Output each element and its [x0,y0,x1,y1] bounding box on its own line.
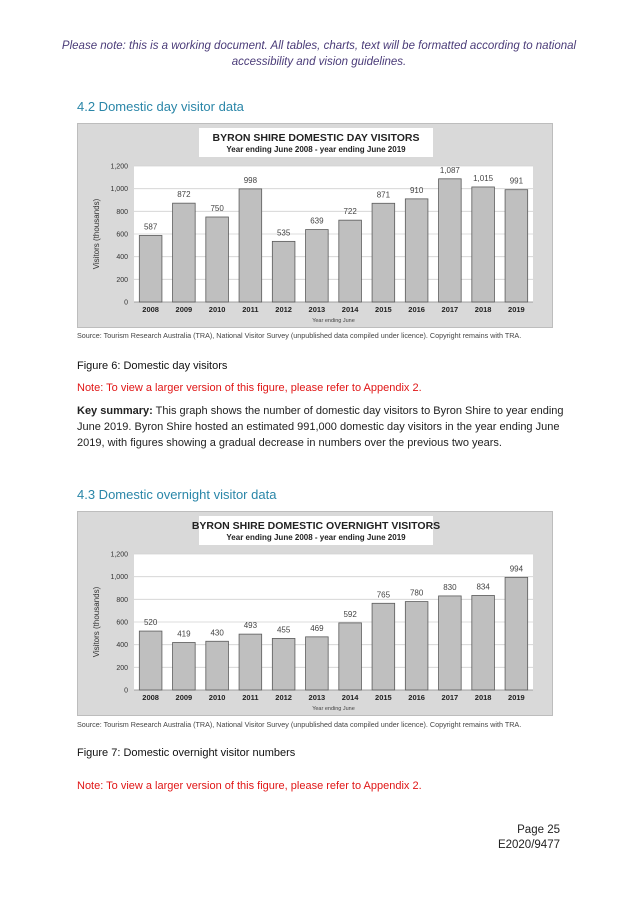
chart-title: BYRON SHIRE DOMESTIC OVERNIGHT VISITORS [191,520,441,532]
bar-2014 [339,623,362,690]
y-tick-label: 400 [116,254,128,262]
bar-2019 [505,190,528,302]
data-label-2016: 910 [409,185,424,195]
data-label-2009: 419 [177,629,191,639]
data-label-2008: 520 [143,618,158,628]
figure-caption-7: Figure 7: Domestic overnight visitor numbers [77,747,296,759]
data-label-2015: 871 [376,190,391,200]
bar-2015 [372,203,395,302]
source-note-day: Source: Tourism Research Australia (TRA), National Visitor Survey (unpublished data compiled under licence). Copyright remains with TRA. [77,331,522,340]
y-axis-label: Visitors (thousands) [92,198,101,270]
bar-2013 [306,637,329,690]
chart-overnight-visitors-svg [78,512,554,717]
data-label-2015: 765 [376,590,391,600]
bar-2018 [472,187,495,302]
bar-2011 [239,189,262,302]
bar-2009 [173,643,196,690]
data-label-2019: 991 [509,176,524,186]
data-label-2012: 535 [276,228,291,238]
x-tick-label: 2011 [242,305,259,314]
x-tick-label: 2019 [508,693,525,702]
data-label-2010: 750 [210,204,224,213]
x-tick-label: 2018 [474,693,492,702]
data-label-2009: 872 [177,190,191,200]
data-label-2013: 469 [310,623,324,633]
x-tick-label: 2011 [242,693,259,702]
chart-overnight-visitors [77,511,553,716]
bar-2009 [173,203,196,302]
bar-2010 [206,217,229,302]
x-tick-label: 2008 [142,693,159,702]
bar-2017 [439,596,462,690]
data-label-2018: 1,015 [473,173,494,183]
x-tick-label: 2014 [341,693,359,702]
chart-subtitle: Year ending June 2008 - year ending June 2019 [226,145,406,154]
data-label-2014: 592 [343,609,357,619]
bar-2012 [272,241,295,302]
appendix-note-2: Note: To view a larger version of this figure, please refer to Appendix 2. [77,780,422,792]
y-tick-label: 0 [124,687,128,695]
working-document-notice: Please note: this is a working document. All tables, charts, text will be formatted according to national accessibility and vision guidelines. [61,40,577,68]
data-label-2012: 455 [276,625,291,635]
bar-2010 [206,641,229,690]
y-tick-label: 600 [116,231,128,239]
page-number: Page 25 [517,824,560,836]
x-tick-label: 2009 [175,305,193,314]
x-tick-label: 2017 [441,305,459,314]
key-summary-text: This graph shows the number of domestic day visitors to Byron Shire to year ending June 2019. Byron Shire hosted an estimated 991,000 domestic day visitors in the year ending June 2019, with figures showing a gradual decrease in numbers over the previous two years. [77,405,564,449]
x-tick-label: 2008 [142,305,159,314]
x-tick-label: 2015 [375,693,392,702]
document-reference: E2020/9477 [497,839,560,851]
bar-2018 [472,595,495,690]
data-label-2011: 493 [243,621,258,631]
x-tick-label: 2009 [175,693,193,702]
x-tick-label: 2010 [208,305,226,314]
data-label-2013: 639 [310,216,324,226]
x-tick-label: 2010 [208,693,226,702]
y-axis-label: Visitors (thousands) [92,586,101,658]
x-tick-label: 2019 [508,305,525,314]
y-tick-label: 1,200 [110,163,128,171]
x-tick-label: 2013 [308,693,326,702]
section-heading-day-visitors: 4.2 Domestic day visitor data [77,99,244,114]
appendix-note-1: Note: To view a larger version of this figure, please refer to Appendix 2. [77,382,422,394]
data-label-2016: 780 [409,588,424,598]
data-label-2014: 722 [343,207,357,217]
bar-2017 [439,179,462,302]
x-tick-label: 2012 [275,305,292,314]
y-tick-label: 1,000 [110,186,128,194]
chart-day-visitors [77,123,553,328]
data-label-2017: 1,087 [439,165,460,175]
x-tick-label: 2015 [375,305,392,314]
x-tick-label: 2013 [308,305,326,314]
y-tick-label: 800 [116,208,128,216]
bar-2016 [405,602,428,690]
bar-2015 [372,603,395,690]
bar-2019 [505,577,528,690]
y-tick-label: 0 [124,299,128,307]
y-tick-label: 1,200 [110,551,128,559]
y-tick-label: 400 [116,642,128,650]
x-tick-label: 2012 [275,693,292,702]
y-tick-label: 200 [116,276,128,284]
data-label-2011: 998 [243,175,258,185]
figure-caption-6: Figure 6: Domestic day visitors [77,360,228,372]
chart-subtitle: Year ending June 2008 - year ending June 2019 [226,533,406,542]
x-tick-label: 2018 [474,305,492,314]
x-tick-label: 2016 [408,305,425,314]
y-tick-label: 800 [116,596,128,604]
x-axis-label: Year ending June [312,318,355,324]
bar-2011 [239,634,262,690]
chart-title: BYRON SHIRE DOMESTIC DAY VISITORS [212,132,420,144]
data-label-2010: 430 [210,628,224,638]
x-tick-label: 2016 [408,693,425,702]
y-tick-label: 200 [116,664,128,672]
bar-2014 [339,220,362,302]
bar-2012 [272,638,295,690]
x-tick-label: 2014 [341,305,359,314]
bar-2008 [139,631,162,690]
section-heading-overnight-visitors: 4.3 Domestic overnight visitor data [77,487,277,502]
data-label-2019: 994 [509,564,524,574]
bar-2008 [139,235,162,302]
y-tick-label: 1,000 [110,574,128,582]
data-label-2008: 587 [143,222,158,232]
x-tick-label: 2017 [441,693,459,702]
source-note-overnight: Source: Tourism Research Australia (TRA), National Visitor Survey (unpublished data compiled under licence). Copyright remains with TRA. [77,720,522,729]
key-summary-label: Key summary: [77,405,153,417]
y-tick-label: 600 [116,619,128,627]
data-label-2018: 834 [476,582,490,592]
key-summary [77,403,567,451]
bar-2013 [306,230,329,302]
bar-2016 [405,199,428,302]
chart-day-visitors-svg [78,124,554,329]
x-axis-label: Year ending June [312,706,355,712]
data-label-2017: 830 [443,582,457,592]
page-footer [498,823,560,853]
